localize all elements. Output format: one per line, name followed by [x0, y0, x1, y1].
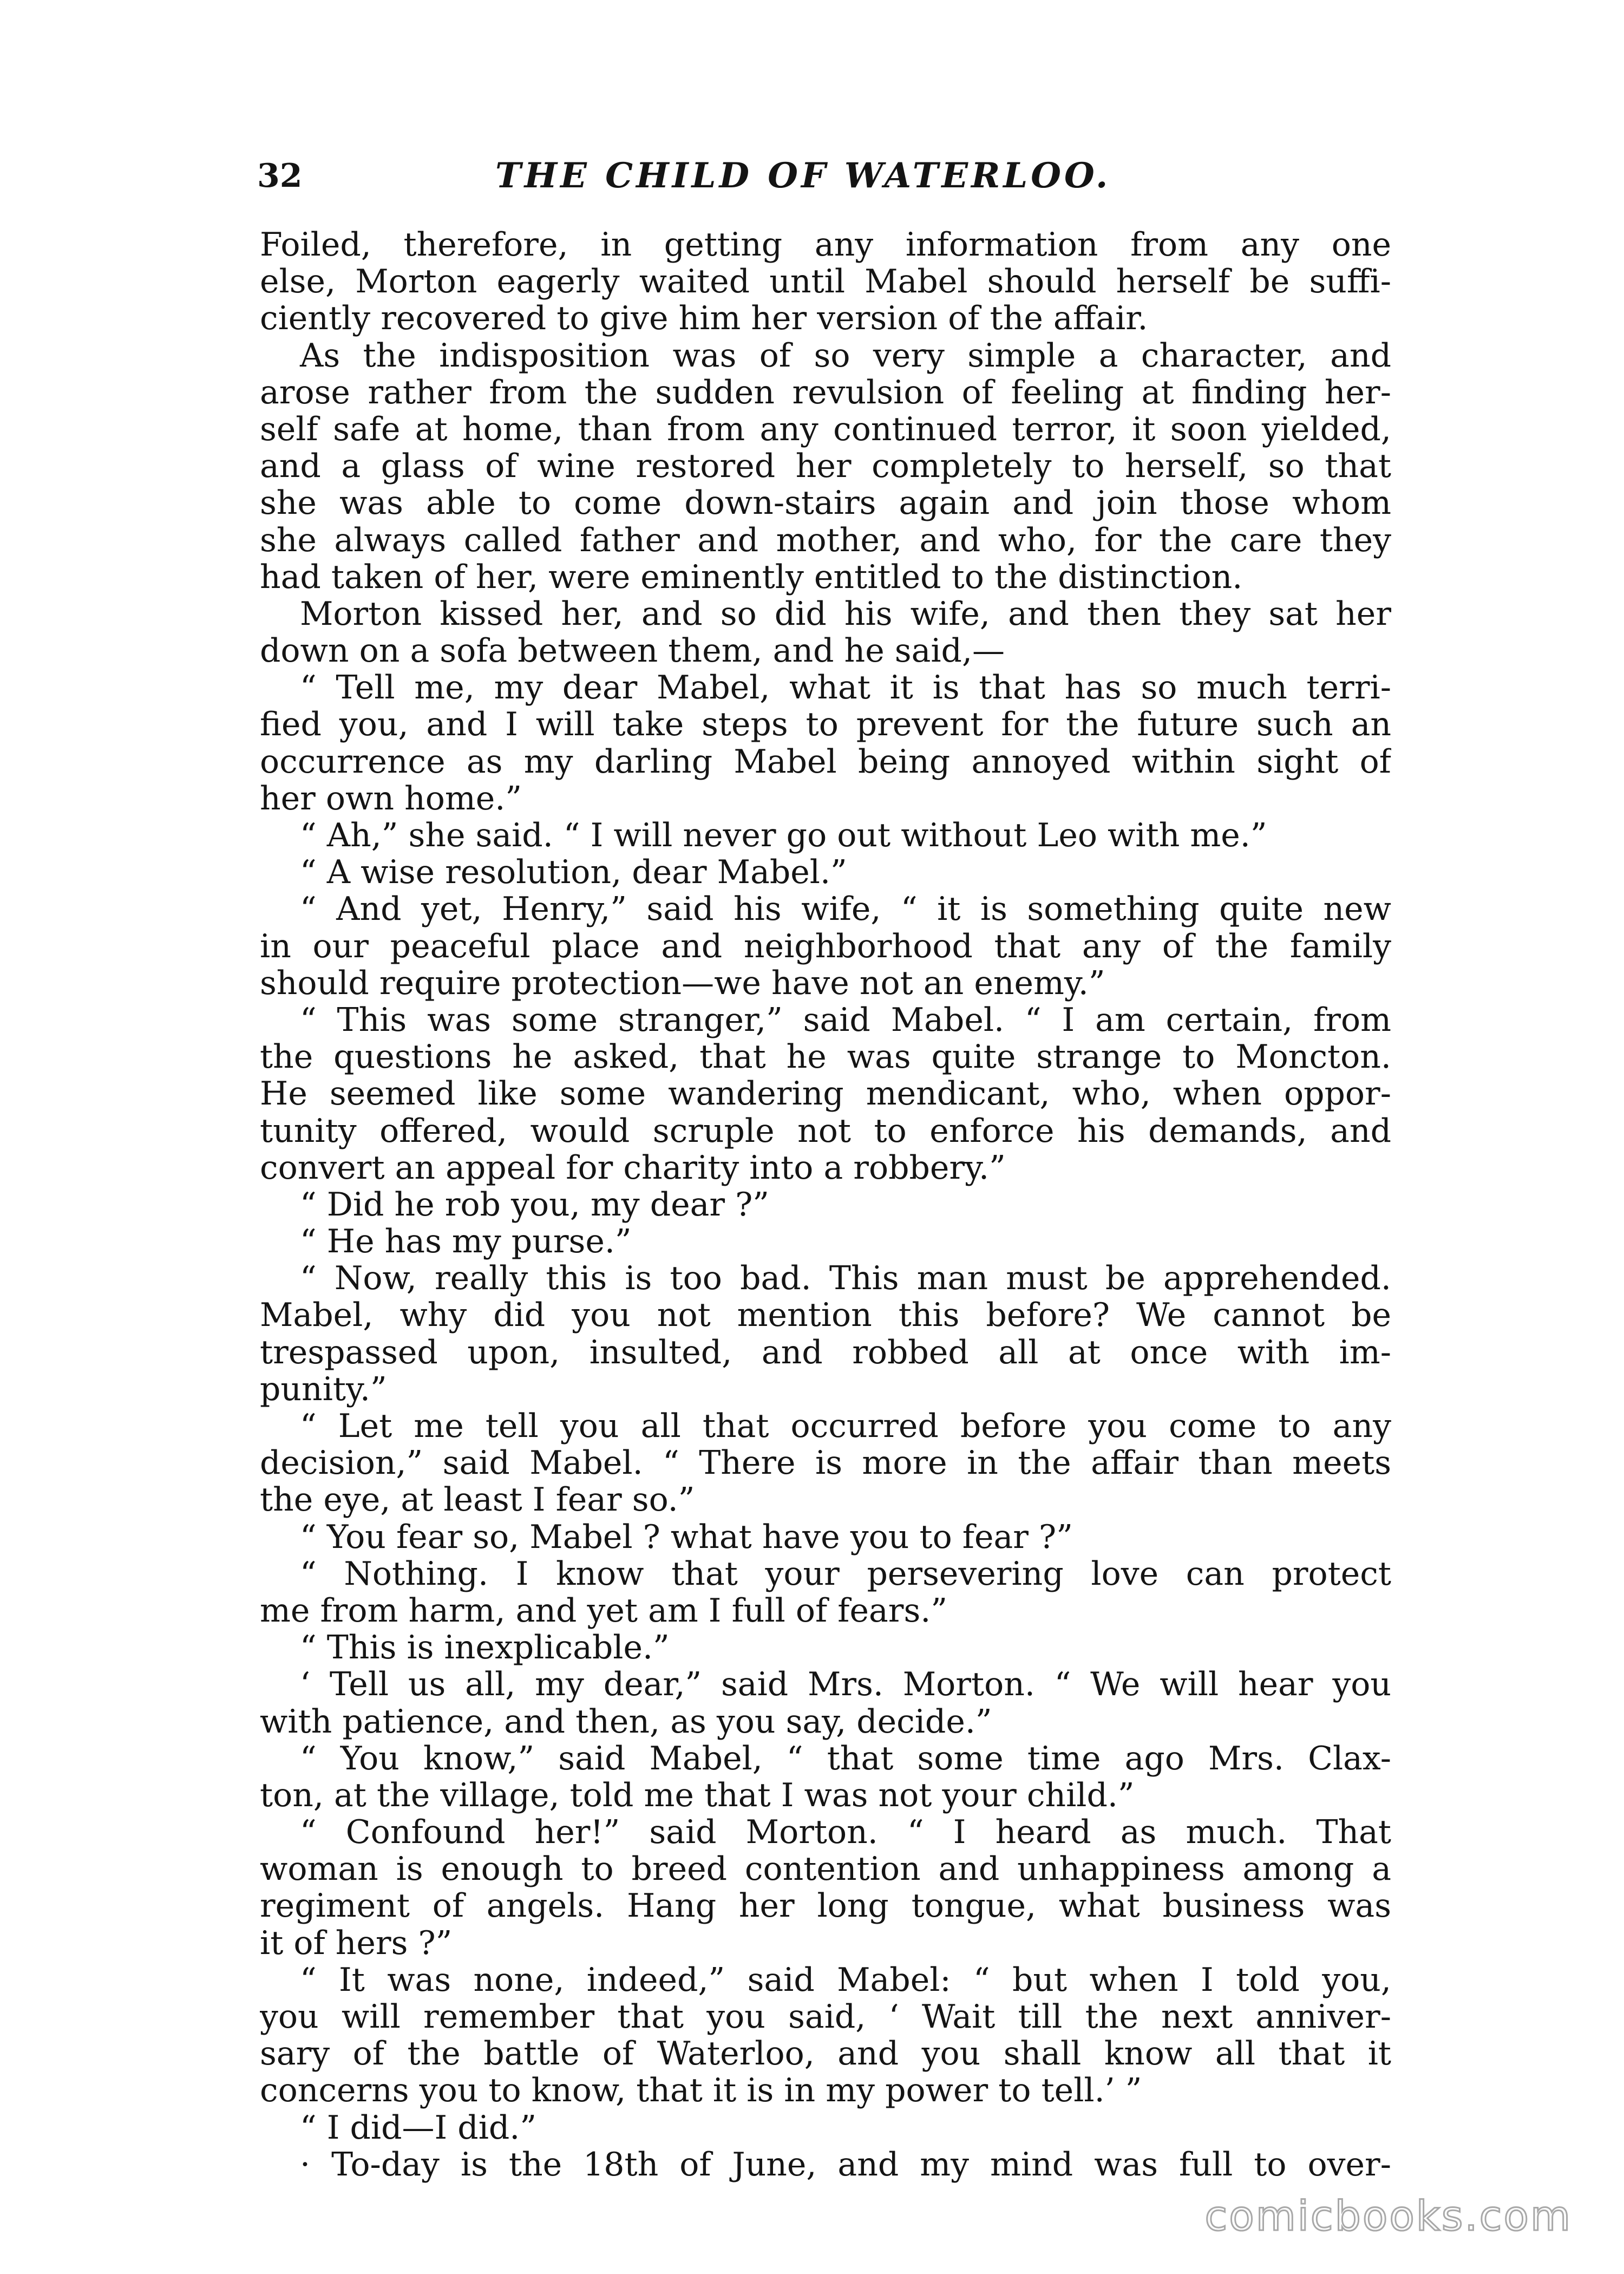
text-line: “ And yet, Henry,” said his wife, “ it is something quite new [300, 891, 1391, 928]
text-line: trespassed upon, insulted, and robbed all at once with im- [260, 1334, 1391, 1371]
text-line: “ Now, really this is too bad. This man must be apprehended. [300, 1260, 1391, 1297]
text-line: with patience, and then, as you say, decide.” [260, 1703, 992, 1740]
text-line: arose rather from the sudden revulsion of feeling at finding her- [260, 374, 1391, 411]
text-line: “ Ah,” she said. “ I will never go out without Leo with me.” [300, 817, 1267, 854]
text-line: convert an appeal for charity into a robbery.” [260, 1149, 1006, 1186]
text-line: should require protection—we have not an enemy.” [260, 964, 1105, 1002]
text-line: ton, at the village, told me that I was not your child.” [260, 1776, 1135, 1814]
text-line: the eye, at least I fear so.” [260, 1481, 695, 1519]
text-line: “ I did—I did.” [300, 2109, 537, 2146]
text-line: “ A wise resolution, dear Mabel.” [300, 854, 847, 891]
text-line: her own home.” [260, 780, 522, 817]
page-number: 32 [257, 157, 303, 195]
text-line: ciently recovered to give him her version of the affair. [260, 300, 1148, 337]
text-line: self safe at home, than from any continued terror, it soon yielded, [260, 410, 1391, 448]
text-line: occurrence as my darling Mabel being annoyed within sight of [260, 743, 1391, 780]
text-line: “ This was some stranger,” said Mabel. “ I am certain, from [300, 1001, 1391, 1039]
text-line: you will remember that you said, ‘ Wait till the next anniver- [260, 1998, 1391, 2036]
text-line: “ You know,” said Mabel, “ that some time ago Mrs. Clax- [300, 1740, 1391, 1777]
text-line: · To-day is the 18th of June, and my mind was full to over- [300, 2146, 1391, 2183]
text-line: regiment of angels. Hang her long tongue, what business was [260, 1887, 1391, 1925]
text-line: As the indisposition was of so very simple a character, and [300, 337, 1391, 374]
text-line: in our peaceful place and neighborhood that any of the family [260, 927, 1391, 965]
running-head [257, 154, 1383, 198]
text-line: woman is enough to breed contention and unhappiness among a [260, 1851, 1391, 1888]
text-line: punity.” [260, 1370, 387, 1408]
text-line: “ This is inexplicable.” [300, 1629, 670, 1667]
text-line: Morton kissed her, and so did his wife, and then they sat her [300, 595, 1391, 633]
text-line: “ It was none, indeed,” said Mabel: “ but when I told you, [300, 1961, 1391, 1998]
text-line: He seemed like some wandering mendicant, who, when oppor- [260, 1075, 1391, 1113]
text-line: “ Nothing. I know that your persevering love can protect [300, 1555, 1391, 1592]
watermark: comicbooks.com [1204, 2192, 1572, 2240]
text-line: “ Let me tell you all that occurred before you come to any [300, 1408, 1391, 1445]
text-line: “ He has my purse.” [300, 1223, 632, 1260]
text-line: had taken of her, were eminently entitled to the distinction. [260, 558, 1243, 596]
text-line: the questions he asked, that he was quite strange to Moncton. [260, 1038, 1391, 1076]
text-line: Mabel, why did you not mention this before? We cannot be [260, 1297, 1391, 1334]
text-line: “ Confound her!” said Morton. “ I heard as much. That [300, 1814, 1391, 1851]
text-line: and a glass of wine restored her completely to herself, so that [260, 448, 1391, 485]
text-line: fied you, and I will take steps to prevent for the future such an [260, 706, 1391, 743]
body-text [260, 226, 1391, 2183]
text-line: concerns you to know, that it is in my power to tell.’ ” [260, 2072, 1142, 2109]
text-line: she always called father and mother, and who, for the care they [260, 521, 1391, 559]
text-line: it of hers ?” [260, 1924, 453, 1962]
text-line: decision,” said Mabel. “ There is more in the affair than meets [260, 1445, 1391, 1482]
text-line: Foiled, therefore, in getting any information from any one [260, 226, 1391, 264]
running-title: THE CHILD OF WATERLOO. [495, 155, 1111, 196]
text-line: “ Did he rob you, my dear ?” [300, 1186, 769, 1224]
text-line: sary of the battle of Waterloo, and you shall know all that it [260, 2035, 1391, 2073]
text-line: down on a sofa between them, and he said,— [260, 632, 1005, 670]
text-line: me from harm, and yet am I full of fears.” [260, 1592, 947, 1630]
text-line: ‘ Tell us all, my dear,” said Mrs. Morton. “ We will hear you [300, 1666, 1391, 1703]
text-line: she was able to come down-stairs again and join those whom [260, 485, 1391, 522]
text-line: “ Tell me, my dear Mabel, what it is that has so much terri- [300, 669, 1391, 707]
text-line: else, Morton eagerly waited until Mabel should herself be suffi- [260, 263, 1391, 300]
text-line: “ You fear so, Mabel ? what have you to fear ?” [300, 1518, 1073, 1556]
text-line: tunity offered, would scruple not to enforce his demands, and [260, 1112, 1391, 1149]
